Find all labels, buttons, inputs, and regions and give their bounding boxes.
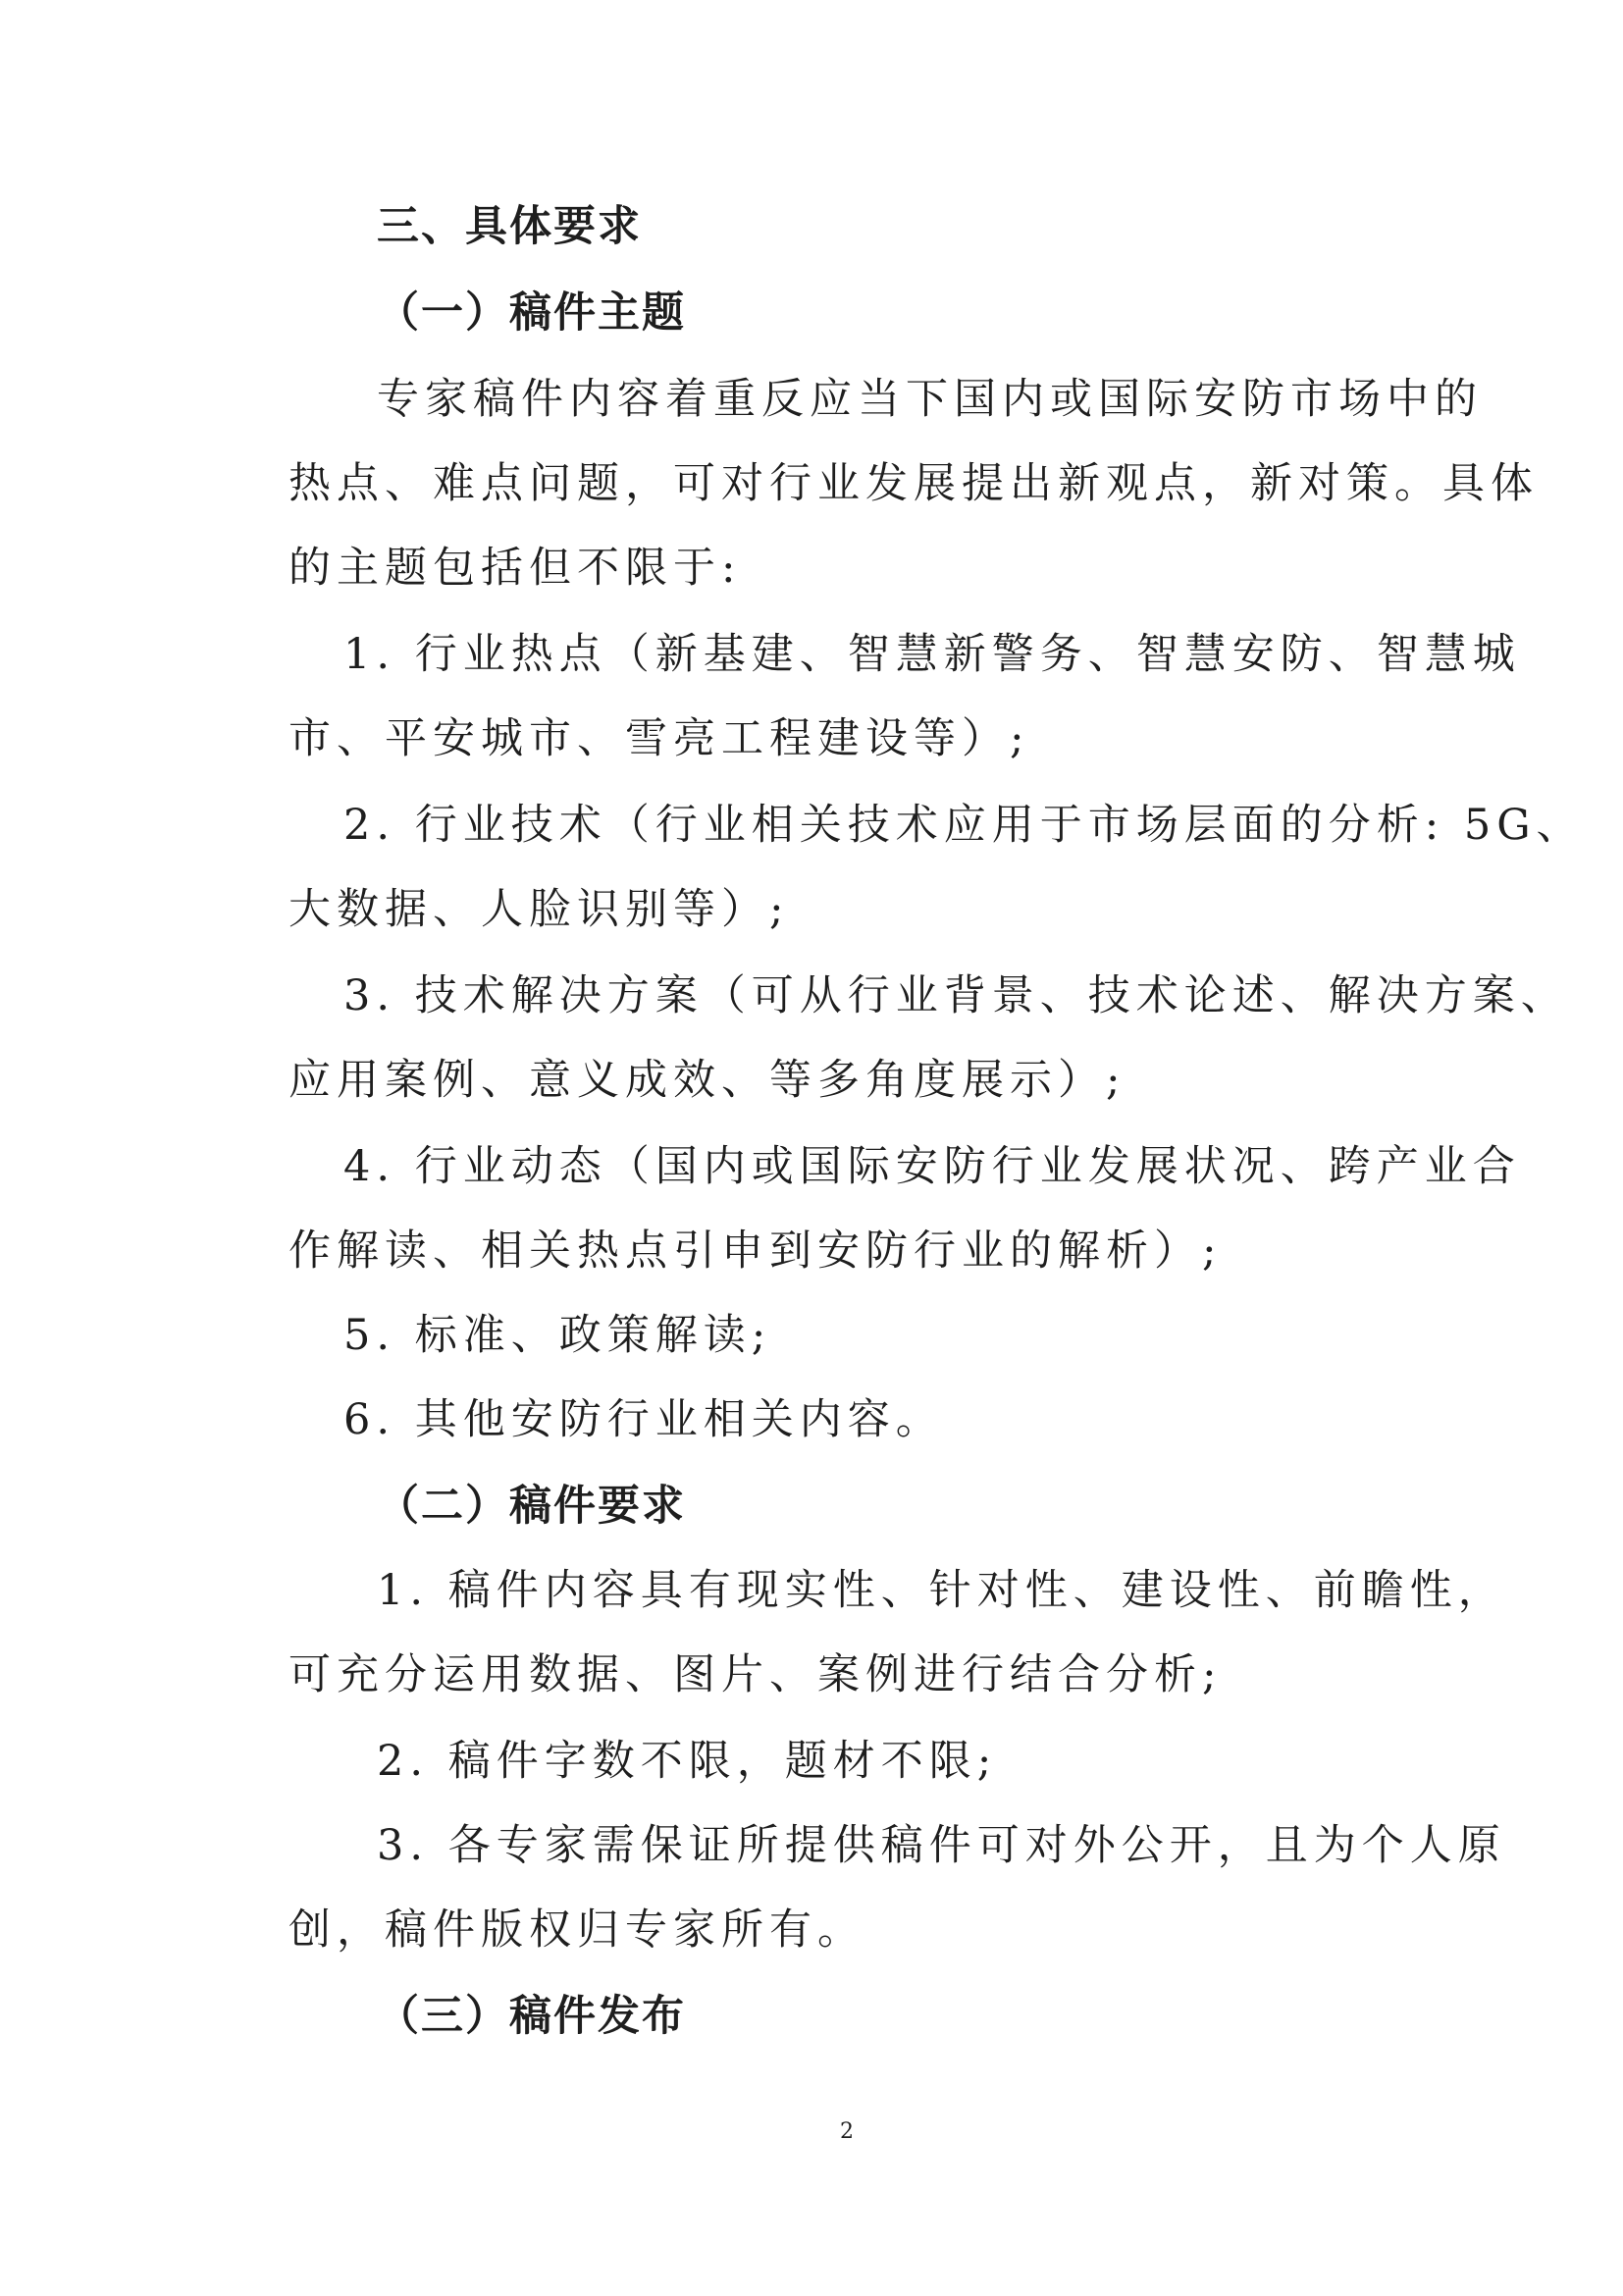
list-item-continuation: 创，稿件版权归专家所有。 [288, 1905, 865, 1955]
list-item-continuation: 市、平安城市、雪亮工程建设等）; [288, 714, 1030, 763]
list-item: 3. 各专家需保证所提供稿件可对外公开，且为个人原 [377, 1821, 1506, 1870]
list-item: 4. 行业动态（国内或国际安防行业发展状况、跨产业合 [343, 1142, 1521, 1191]
list-item: 2. 稿件字数不限，题材不限; [377, 1737, 998, 1786]
list-item: 3. 技术解决方案（可从行业背景、技术论述、解决方案、 [343, 971, 1569, 1020]
list-item: 5. 标准、政策解读; [343, 1311, 772, 1360]
list-item: 2. 行业技术（行业相关技术应用于市场层面的分析: 5G、 [343, 801, 1585, 850]
list-item-continuation: 大数据、人脸识别等）; [288, 885, 790, 934]
list-item: 6. 其他安防行业相关内容。 [343, 1395, 944, 1444]
subsection-title-topic: （一）稿件主题 [377, 288, 686, 338]
paragraph-line: 专家稿件内容着重反应当下国内或国际安防市场中的 [377, 375, 1483, 424]
list-item: 1. 行业热点（新基建、智慧新警务、智慧安防、智慧城 [343, 630, 1521, 679]
list-item: 1. 稿件内容具有现实性、针对性、建设性、前瞻性， [377, 1566, 1506, 1615]
list-item-continuation: 应用案例、意义成效、等多角度展示）; [288, 1056, 1126, 1105]
list-item-continuation: 可充分运用数据、图片、案例进行结合分析; [288, 1650, 1223, 1699]
section-title: 三、具体要求 [377, 202, 642, 251]
subsection-title-requirements: （二）稿件要求 [377, 1482, 686, 1531]
subsection-title-publication: （三）稿件发布 [377, 1992, 686, 2041]
paragraph-line: 的主题包括但不限于: [288, 544, 742, 593]
paragraph-line: 热点、难点问题，可对行业发展提出新观点，新对策。具体 [288, 459, 1539, 508]
page-number: 2 [840, 2119, 854, 2144]
list-item-continuation: 作解读、相关热点引申到安防行业的解析）; [288, 1226, 1223, 1276]
